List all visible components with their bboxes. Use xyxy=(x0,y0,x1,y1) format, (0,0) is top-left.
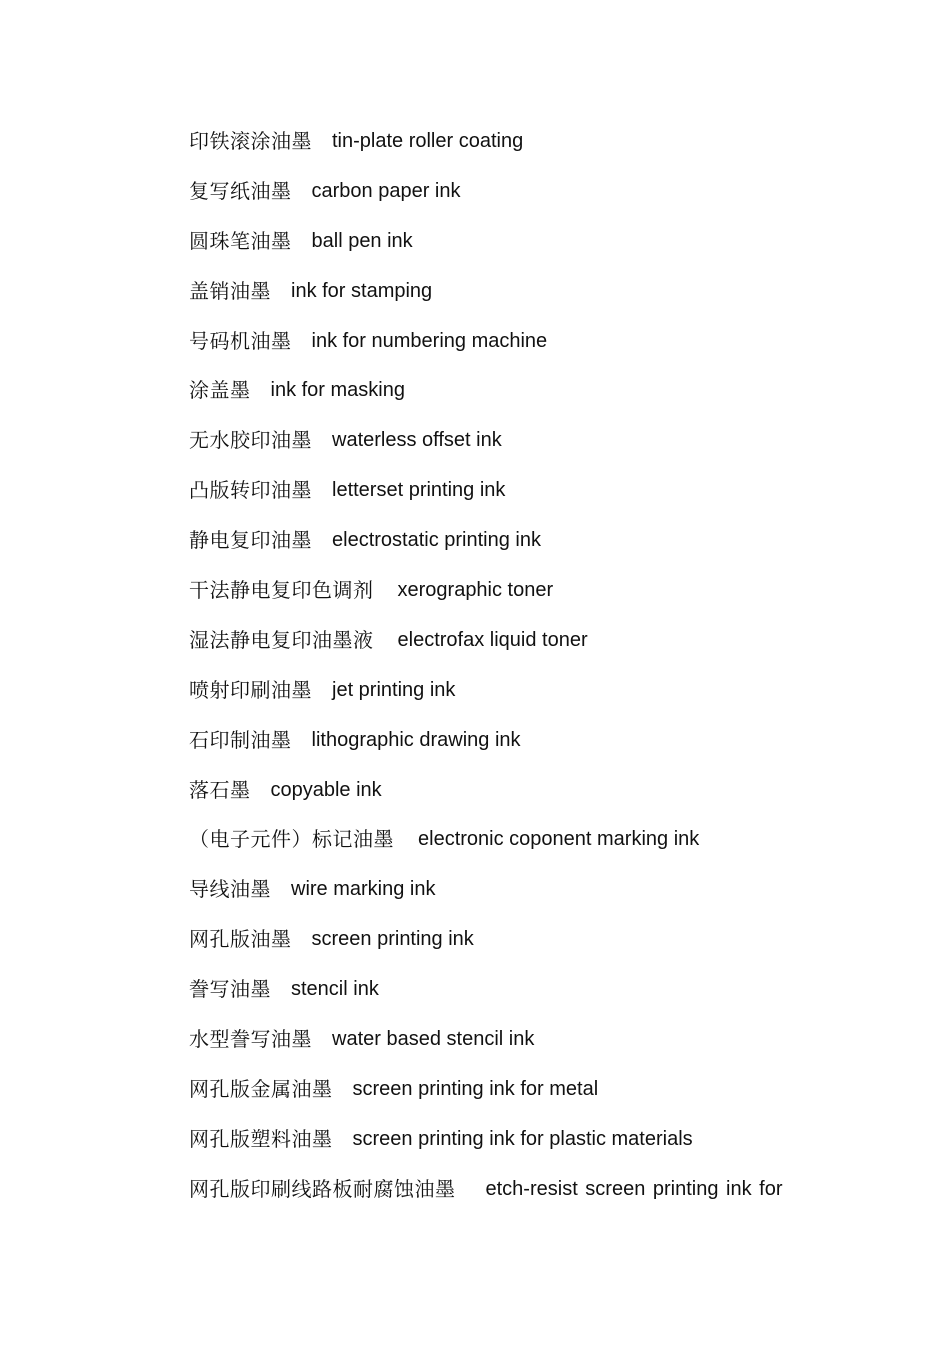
glossary-entry xyxy=(189,177,829,227)
glossary-entry xyxy=(189,426,829,476)
chinese-term: 涂盖墨 xyxy=(189,378,251,403)
chinese-term: 印铁滚涂油墨 xyxy=(189,129,312,153)
chinese-term: 凸版转印油墨 xyxy=(189,478,312,503)
glossary-list xyxy=(189,127,829,1225)
glossary-entry xyxy=(189,1075,829,1125)
chinese-term: 复写纸油墨 xyxy=(189,178,292,203)
chinese-term: 水型誊写油墨 xyxy=(189,1027,312,1052)
english-term: stencil ink xyxy=(291,978,379,1001)
glossary-entry xyxy=(189,277,829,327)
glossary-entry xyxy=(189,526,829,576)
english-term: copyable ink xyxy=(270,778,382,801)
english-term: screen printing ink xyxy=(311,928,474,951)
glossary-entry xyxy=(189,626,829,676)
english-term: etch-resist screen printing ink for xyxy=(485,1177,783,1200)
chinese-term: 网孔版印刷线路板耐腐蚀油墨 xyxy=(189,1176,456,1201)
chinese-term: 号码机油墨 xyxy=(189,328,292,353)
english-term: jet printing ink xyxy=(332,678,456,701)
glossary-entry xyxy=(189,476,829,526)
glossary-entry xyxy=(189,925,829,975)
glossary-entry xyxy=(189,825,829,875)
chinese-term: 干法静电复印色调剂 xyxy=(189,578,374,603)
english-term: lithographic drawing ink xyxy=(311,728,521,751)
chinese-term: （电子元件）标记油墨 xyxy=(189,827,394,852)
glossary-entry xyxy=(189,975,829,1025)
english-term: carbon paper ink xyxy=(311,179,461,202)
glossary-entry xyxy=(189,676,829,726)
english-term: electrofax liquid toner xyxy=(397,628,588,651)
english-term: water based stencil ink xyxy=(332,1028,535,1051)
english-term: letterset printing ink xyxy=(332,479,506,502)
glossary-entry xyxy=(189,127,829,177)
english-term: xerographic toner xyxy=(397,579,554,602)
chinese-term: 圆珠笔油墨 xyxy=(189,228,292,253)
english-term: waterless offset ink xyxy=(332,429,502,452)
glossary-entry xyxy=(189,776,829,826)
english-term: electrostatic printing ink xyxy=(332,529,541,552)
glossary-entry xyxy=(189,875,829,925)
chinese-term: 誊写油墨 xyxy=(189,977,271,1002)
english-term: ink for stamping xyxy=(291,279,433,302)
glossary-entry xyxy=(189,726,829,776)
glossary-entry xyxy=(189,376,829,426)
glossary-entry xyxy=(189,1125,829,1175)
chinese-term: 湿法静电复印油墨液 xyxy=(189,627,374,652)
glossary-entry xyxy=(189,576,829,626)
chinese-term: 网孔版金属油墨 xyxy=(189,1076,333,1101)
english-term: ink for numbering machine xyxy=(311,329,548,352)
chinese-term: 静电复印油墨 xyxy=(189,528,312,553)
glossary-entry xyxy=(189,1025,829,1075)
chinese-term: 喷射印刷油墨 xyxy=(189,677,312,702)
chinese-term: 石印制油墨 xyxy=(189,727,292,752)
english-term: ink for masking xyxy=(270,379,405,402)
english-term: tin-plate roller coating xyxy=(332,130,524,152)
glossary-entry xyxy=(189,327,829,377)
chinese-term: 无水胶印油墨 xyxy=(189,428,312,453)
chinese-term: 导线油墨 xyxy=(189,877,271,902)
english-term: electronic coponent marking ink xyxy=(418,828,700,851)
chinese-term: 落石墨 xyxy=(189,777,251,802)
chinese-term: 网孔版油墨 xyxy=(189,927,292,952)
glossary-entry xyxy=(189,1175,829,1225)
chinese-term: 盖销油墨 xyxy=(189,278,271,303)
english-term: screen printing ink for plastic materials xyxy=(352,1127,693,1150)
english-term: screen printing ink for metal xyxy=(352,1077,599,1100)
chinese-term: 网孔版塑料油墨 xyxy=(189,1126,333,1151)
english-term: wire marking ink xyxy=(291,878,436,901)
english-term: ball pen ink xyxy=(311,229,413,252)
glossary-entry xyxy=(189,227,829,277)
